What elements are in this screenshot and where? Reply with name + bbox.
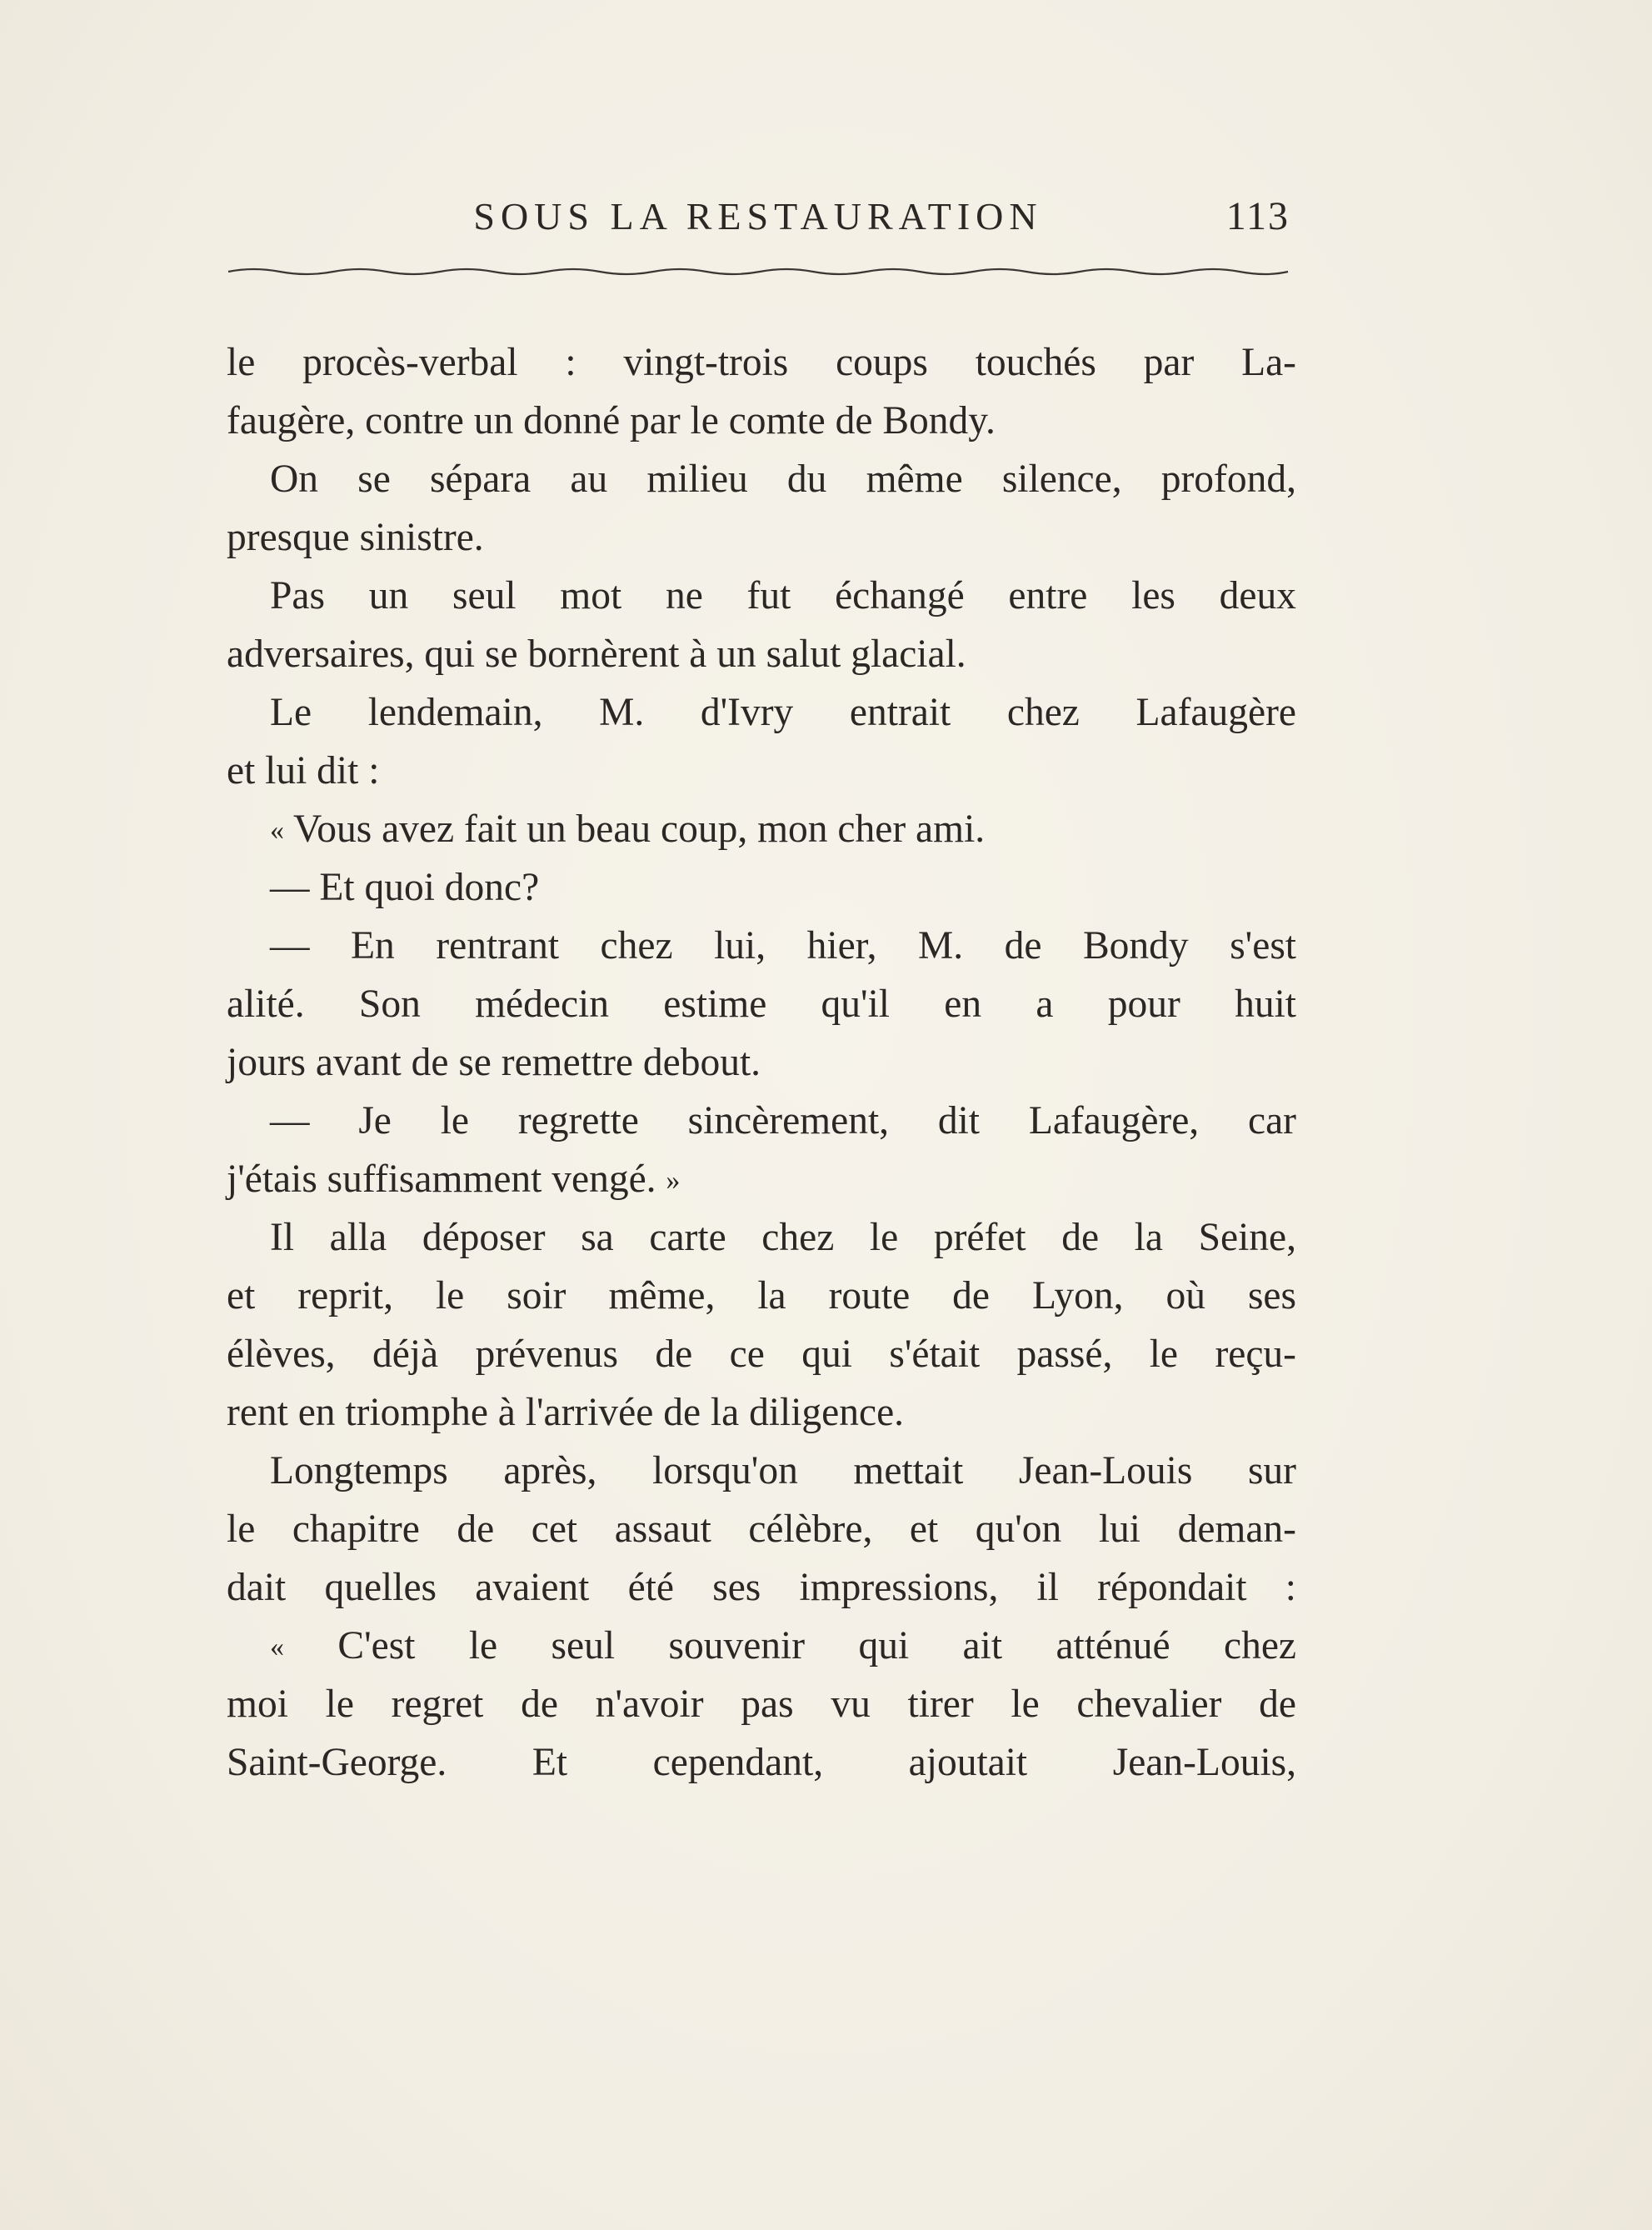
text-line: le procès-verbal : vingt-trois coups touchés par La- [227, 341, 1296, 384]
closing-guillemet: » [666, 1165, 681, 1196]
text-line [227, 800, 1296, 858]
text-line: alité. Son médecin estime qu'il en a pour huit [227, 982, 1296, 1026]
text-line-content: j'étais suffisamment vengé. [227, 1158, 656, 1201]
body-text [227, 333, 1296, 1792]
opening-guillemet: « [270, 815, 284, 846]
text-line: Il alla déposer sa carte chez le préfet de la Seine, [270, 1216, 1296, 1259]
text-line: dait quelles avaient été ses impressions, il répondait : [227, 1566, 1296, 1609]
text-line-content: C'est le seul souvenir qui ait atténué chez [337, 1624, 1297, 1668]
text-line: — Je le regrette sincèrement, dit Lafaugère, car [270, 1099, 1296, 1142]
text-line: jours avant de se remettre debout. [227, 1041, 761, 1084]
text-line: — En rentrant chez lui, hier, M. de Bondy s'est [270, 924, 1296, 968]
text-line: élèves, déjà prévenus de ce qui s'était passé, le reçu- [227, 1332, 1296, 1376]
text-line: le chapitre de cet assaut célèbre, et qu'on lui deman- [227, 1508, 1296, 1551]
text-line: moi le regret de n'avoir pas vu tirer le chevalier de [227, 1682, 1296, 1726]
page-number: 113 [1225, 194, 1290, 238]
text-line: et lui dit : [227, 749, 380, 792]
running-title: SOUS LA RESTAURATION [473, 195, 1043, 238]
text-line: adversaires, qui se bornèrent à un salut glacial. [227, 632, 966, 676]
running-header [227, 192, 1290, 242]
text-line: rent en triomphe à l'arrivée de la diligence. [227, 1391, 905, 1434]
text-line [227, 1150, 1296, 1208]
text-line: presque sinistre. [227, 516, 484, 559]
decorative-wavy-rule [227, 265, 1290, 277]
text-line: Saint-George. Et cependant, ajoutait Jean-Louis, [227, 1741, 1296, 1784]
text-line: et reprit, le soir même, la route de Lyon, où ses [227, 1274, 1296, 1318]
opening-guillemet: « [270, 1632, 284, 1662]
text-line [227, 1617, 1296, 1675]
text-line: — Et quoi donc? [270, 866, 540, 909]
text-line-content: Vous avez fait un beau coup, mon cher ami. [293, 808, 986, 851]
text-line: On se sépara au milieu du même silence, profond, [270, 458, 1296, 501]
text-line: Pas un seul mot ne fut échangé entre les deux [270, 574, 1296, 618]
text-line: faugère, contre un donné par le comte de Bondy. [227, 399, 996, 442]
text-line: Longtemps après, lorsqu'on mettait Jean-Louis sur [270, 1449, 1296, 1492]
text-line: Le lendemain, M. d'Ivry entrait chez Lafaugère [270, 691, 1296, 734]
